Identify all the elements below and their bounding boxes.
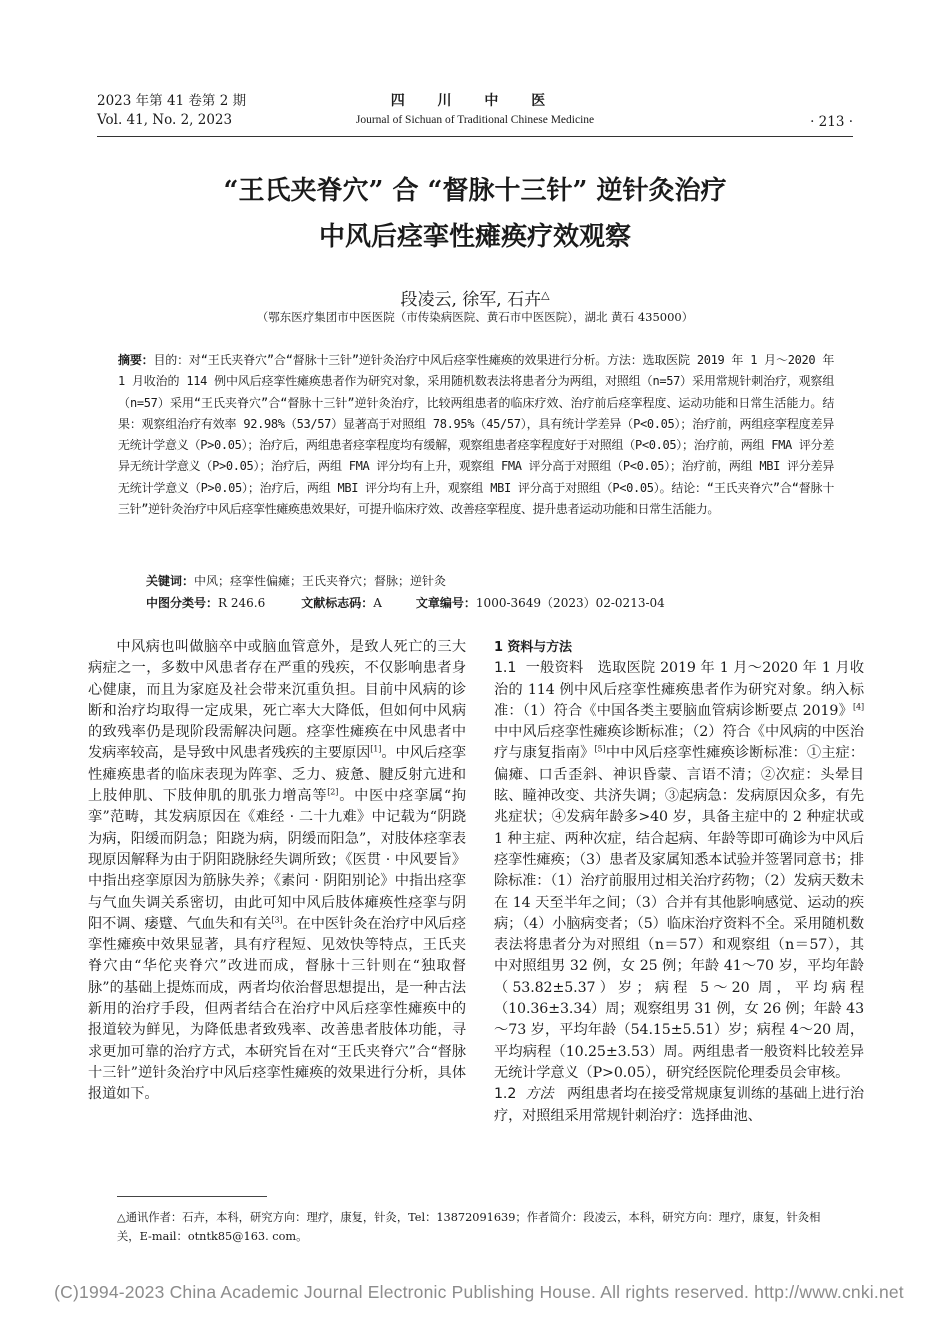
citation-4[interactable]: [4] <box>852 702 864 712</box>
clc-label: 中图分类号： <box>146 596 219 610</box>
authors <box>97 285 853 310</box>
citation-3[interactable]: [3] <box>271 915 283 925</box>
subsection-1-2-number: 1.2 <box>494 1086 517 1103</box>
section-heading-1: 1 资料与方法 <box>494 640 572 655</box>
abstract-label: 摘要： <box>118 353 154 367</box>
subsection-1-2-text: 两组患者均在接受常规康复训练的基础上进行治疗，对照组采用常规针刺治疗：选择曲池、 <box>494 1086 864 1124</box>
clc-value: R 246.6 <box>218 596 266 610</box>
article-no-value: 1000-3649（2023）02-0213-04 <box>475 596 665 610</box>
doc-code-label: 文献标志码： <box>301 596 374 610</box>
article-title-line2: 中风后痉挛性瘫痪疗效观察 <box>318 222 631 252</box>
subsection-1-2-title: 方法 <box>525 1086 554 1103</box>
article-no-label: 文章编号： <box>415 596 476 610</box>
subsection-1-1-title: 一般资料 <box>525 660 584 677</box>
journal-name-en: Journal of Sichuan of Traditional Chinese Medicine <box>355 114 595 126</box>
keywords-label: 关键词： <box>146 574 195 588</box>
subsection-1-1-text-c: 中中风后痉挛性瘫痪诊断标准：①主症：偏瘫、口舌歪斜、神识昏蒙、言语不清；②次症：头晕目眩、瞳神改变、共济失调；③起病急：发病原因众多，有先兆症状；④发病年龄多>40 岁，具备主症中的 2 种症状或 1 种主症、两种次症，结合起病、年龄等即可确诊为中风后痉挛性瘫痪；（3）患者及家属知悉本试验并签署同意书；排除标准：（1）治疗前服用过相关治疗药物；（2）发病天数未在 14 天至半年之间；（3）合并有其他影响感觉、运动的疾病；（4）小脑病变者；（5）临床治疗资料不全。采用随机数表法将患者分为对照组（n＝57）和观察组（n＝57），其中对照组男 32 例，女 25 例；年龄 41～70 岁，平均年龄（53.82±5.37）岁；病程 5～20 周，平均病程（10.36±3.34）周；观察组男 31 例，女 26 例；年龄 43～73 岁，平均年龄（54.15±5.51）岁；病程 4～20 周，平均病程（10.25±3.53）周。两组患者一般资料比较差异无统计学意义（P>0.05），研究经医院伦理委员会审核。 <box>494 745 865 1081</box>
issue-cn: 2023 年第 41 卷第 2 期 <box>97 93 247 109</box>
affiliation: （鄂东医疗集团市中医医院（市传染病医院、黄石市中医医院），湖北 黄石 435000） <box>256 310 694 324</box>
subsection-1-2 <box>494 1084 864 1127</box>
body-right-column <box>494 637 864 1127</box>
intro-text-c: 。中医中痉挛属“拘挛”范畴，其发病原因在《难经 · 二十九难》中记载为“阴跷为病，阳缓而阴急；阳跷为病，阴缓而阳急”，对肢体痉挛表现原因解释为由于阴阳跷脉经失调所致；《医贯 · 中风要旨》中指出痉挛原因为筋脉失养；《素问 · 阴阳别论》中指出痉挛与气血失调关系密切，由此可知中风后肢体瘫痪性痉挛与阴阳不调、痿躄、气血失和有关 <box>88 788 466 932</box>
keywords-text: 中风；痉挛性偏瘫；王氏夹脊穴；督脉；逆针灸 <box>194 574 447 588</box>
citation-1[interactable]: [1] <box>370 744 382 754</box>
abstract <box>118 350 834 520</box>
intro-paragraph <box>88 637 466 1106</box>
corresponding-mark: △ <box>541 288 550 302</box>
issue-en: Vol. 41, No. 2, 2023 <box>97 112 233 128</box>
footnote: △通讯作者：石卉，本科，研究方向：理疗，康复，针灸，Tel：13872091639；作者简介：段凌云，本科，研究方向：理疗，康复，针灸相关，E-mail：otntk85@163. com。 <box>117 1211 821 1243</box>
subsection-1-1-text-a: 选取医院 2019 年 1 月～2020 年 1 月收治的 114 例中风后痉挛性瘫痪患者作为研究对象。纳入标准：（1）符合《中国各类主要脑血管病诊断要点 2019》 <box>494 660 864 719</box>
footnote-rule <box>117 1196 267 1197</box>
issue-info <box>97 92 246 130</box>
abstract-text: 目的：对“王氏夹脊穴”合“督脉十三针”逆针灸治疗中风后痉挛性瘫痪的效果进行分析。方法：选取医院 2019 年 1 月～2020 年 1 月收治的 114 例中风后痉挛性瘫痪患者作为研究对象，采用随机数表法将患者分为两组，对照组（n=57）采用常规针刺治疗，观察组（n=57）采用“王氏夹脊穴”合“督脉十三针”逆针灸治疗，比较两组患者的临床疗效、治疗前后痉挛程度、运动功能和日常生活能力。结果：观察组治疗有效率 92.98%（53/57）显著高于对照组 78.95%（45/57），具有统计学差异（P<0.05）；治疗前，两组痉挛程度差异无统计学意义（P>0.05）；治疗后，两组患者痉挛程度均有缓解，观察组患者痉挛程度好于对照组（P<0.05）；治疗前，两组 FMA 评分差异无统计学意义（P>0.05）；治疗后，两组 FMA 评分均有上升，观察组 FMA 评分高于对照组（P<0.05）；治疗前，两组 MBI 评分差异无统计学意义（P>0.05）；治疗后，两组 MBI 评分均有上升，观察组 MBI 评分高于对照组（P<0.05）。结论：“王氏夹脊穴”合“督脉十三针”逆针灸治疗中风后痉挛性瘫痪患效果好，可提升临床疗效、改善痉挛程度、提升患者运动功能和日常生活能力。 <box>118 353 834 517</box>
article-title-line1: “王氏夹脊穴” 合 “督脉十三针” 逆针灸治疗 <box>223 176 727 206</box>
classification-line <box>146 594 836 612</box>
intro-text-b: 。中风后痉挛性瘫痪患者的临床表现为阵挛、乏力、疲惫、腱反射亢进和上肢伸肌、下肢伸肌的肌张力增高等 <box>88 745 466 805</box>
journal-name-cn: 四 川 中 医 <box>390 93 560 109</box>
author-names: 段凌云, 徐军, 石卉 <box>400 290 542 310</box>
journal-name <box>300 92 650 129</box>
header-rule <box>97 136 853 137</box>
subsection-1-1-text-b: 中中风后痉挛性瘫痪诊断标准；（2）符合《中风病的中医治疗与康复指南》 <box>494 724 864 762</box>
keywords <box>146 572 836 590</box>
citation-2[interactable]: [2] <box>327 787 339 797</box>
intro-text-a: 中风病也叫做脑卒中或脑血管意外，是致人死亡的三大病症之一，多数中风患者存在严重的残疾，不仅影响患者身心健康，而且为家庭及社会带来沉重负担。目前中风病的诊断和治疗均取得一定成果，死亡率大大降低，但如何中风病的致残率仍是现阶段需解决问题。痉挛性瘫痪在中风患者中发病率较高，是导致中风患者残疾的主要原因 <box>88 639 466 762</box>
citation-5[interactable]: [5] <box>594 744 606 754</box>
body-left-column <box>88 637 466 1106</box>
intro-text-d: 。在中医针灸在治疗中风后痉挛性瘫痪中效果显著，具有疗程短、见效快等特点，王氏夹脊穴由“华佗夹脊穴”改进而成，督脉十三针则在“独取督脉”的基础上提炼而成，两者均依治督思想提出，是一种古法新用的治疗手段，但两者结合在治疗中风后痉挛性瘫痪中的报道较为鲜见，为降低患者致残率、改善患者肢体功能，寻求更加可靠的治疗方式，本研究旨在对“王氏夹脊穴”合“督脉十三针”逆针灸治疗中风后痉挛性瘫痪的效果进行分析，具体报道如下。 <box>88 915 467 1103</box>
subsection-1-1 <box>494 658 864 1084</box>
page-number: · 213 · <box>810 114 853 130</box>
doc-code-value: A <box>373 596 382 610</box>
subsection-1-1-number: 1.1 <box>494 660 517 677</box>
copyright-footer: (C)1994-2023 China Academic Journal Electronic Publishing House. All rights reserved. http://www.cnki.net <box>54 1282 904 1302</box>
